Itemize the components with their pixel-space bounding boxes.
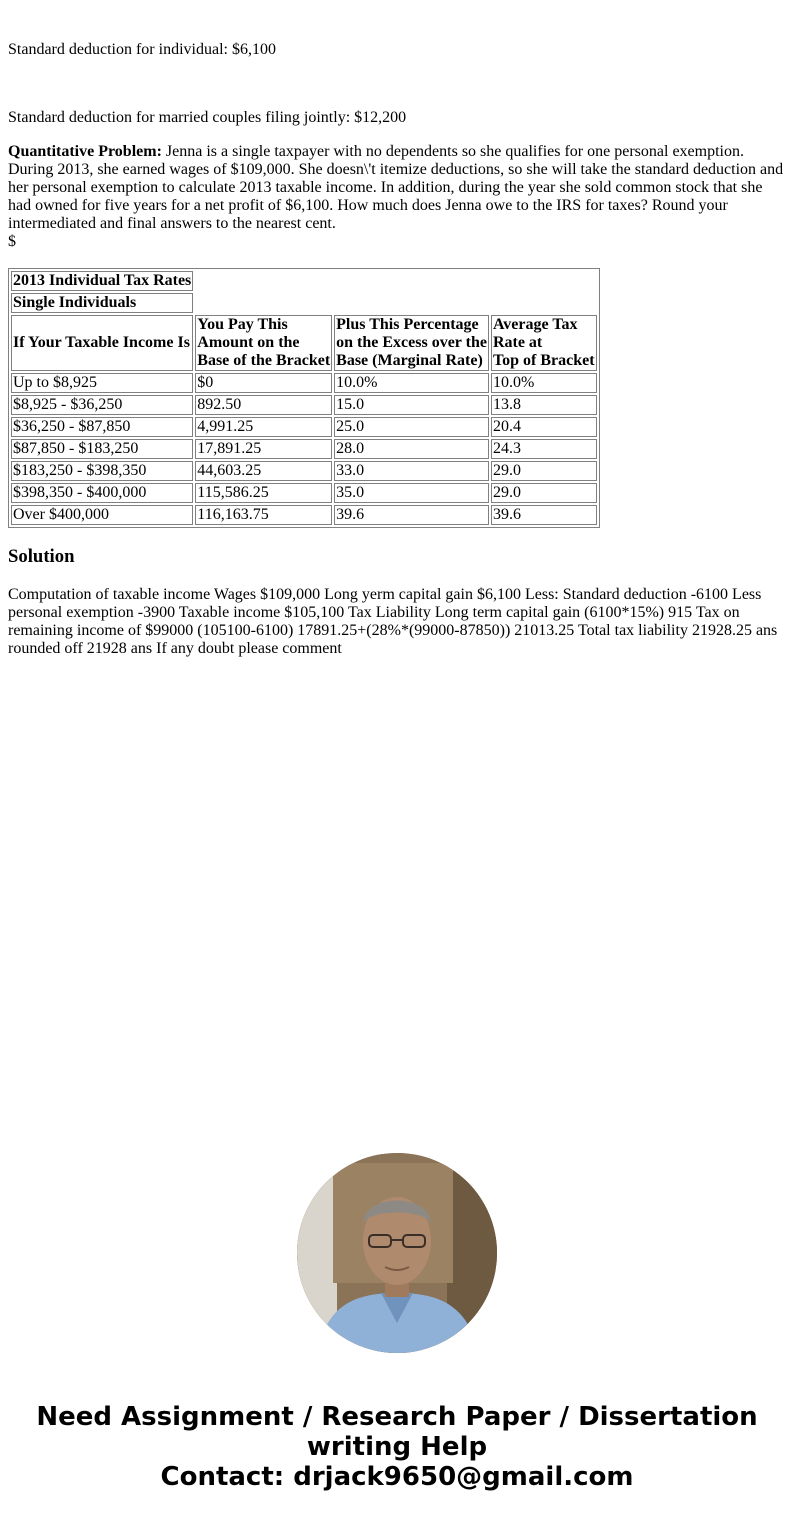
table-row [11,505,597,525]
cell-average: 24.3 [491,439,597,459]
cell-average: 29.0 [491,483,597,503]
cell-income: $87,850 - $183,250 [11,439,193,459]
cell-income: $398,350 - $400,000 [11,483,193,503]
header-average-line3: Top of Bracket [492,352,595,369]
cell-marginal: 28.0 [334,439,489,459]
header-marginal-line2: on the Excess over the [336,334,487,351]
cell-marginal: 10.0% [334,373,489,393]
cell-base: 17,891.25 [195,439,332,459]
header-average-line2: Rate at [492,334,543,351]
cell-base: 892.50 [195,395,332,415]
header-marginal-rate [334,315,489,371]
footer-contact-email: Contact: drjack9650@gmail.com [160,1462,634,1492]
header-taxable-income: If Your Taxable Income Is [11,315,193,371]
cell-base: 4,991.25 [195,417,332,437]
standard-deduction-individual: Standard deduction for individual: $6,100 [8,41,276,58]
solution-heading: Solution [8,546,75,567]
table-header-row [11,315,597,371]
cell-income: $183,250 - $398,350 [11,461,193,481]
problem-label: Quantitative Problem: [8,143,162,160]
cell-average: 29.0 [491,461,597,481]
author-avatar [297,1153,497,1353]
header-base-line3: Base of the Bracket [197,352,331,369]
answer-prefix: $ [8,233,16,250]
solution-text: Computation of taxable income Wages $109,000 Long yerm capital gain $6,100 Less: Standard deduction -6100 Less personal exemption -3900 Taxable income $105,100 Tax Liability Long term capital gain (6100*15%) 915 Tax on remaining income of $99000 (105100-6100) 17891.25+(28%*(99000-87850)) 21013.25 Total tax liability 21928.25 ans rounded off 21928 ans If any doubt please comment [8,586,778,657]
cell-average: 39.6 [491,505,597,525]
cell-base: 116,163.75 [195,505,332,525]
table-title-row [11,271,597,291]
header-base-line1: You Pay This [197,316,288,333]
header-marginal-line1: Plus This Percentage [336,316,479,333]
cell-average: 20.4 [491,417,597,437]
header-base-line2: Amount on the [197,334,300,351]
author-portrait-image [297,1153,497,1353]
footer-line-1: Need Assignment / Research Paper / Dissertation [36,1402,758,1432]
cell-base: $0 [195,373,332,393]
cell-marginal: 33.0 [334,461,489,481]
problem-text: Jenna is a single taxpayer with no dependents so she qualifies for one personal exemption. During 2013, she earned wages of $109,000. She doesn\'t itemize deductions, so she will take the standard deduction and her personal exemption to calculate 2013 taxable income. In addition, during the year she sold common stock that she had owned for five years for a net profit of $6,100. How much does Jenna owe to the IRS for taxes? Round your intermediated and final answers to the nearest cent. [8,143,784,232]
cell-average: 13.8 [491,395,597,415]
cell-marginal: 25.0 [334,417,489,437]
table-subtitle-row [11,293,597,313]
header-marginal-line3: Base (Marginal Rate) [336,352,483,369]
cell-base: 44,603.25 [195,461,332,481]
table-row [11,461,597,481]
cell-marginal: 39.6 [334,505,489,525]
tax-rates-table [8,268,600,528]
cell-income: $8,925 - $36,250 [11,395,193,415]
cell-marginal: 35.0 [334,483,489,503]
table-row [11,439,597,459]
cell-income: $36,250 - $87,850 [11,417,193,437]
table-row [11,373,597,393]
cell-income: Over $400,000 [11,505,193,525]
table-row [11,417,597,437]
footer-line-2: writing Help [306,1432,488,1462]
header-average-rate [491,315,597,371]
contact-footer [0,1402,794,1492]
cell-marginal: 15.0 [334,395,489,415]
table-subtitle: Single Individuals [11,293,193,313]
header-average-line1: Average Tax [492,316,578,333]
standard-deduction-married: Standard deduction for married couples filing jointly: $12,200 [8,109,407,126]
cell-income: Up to $8,925 [11,373,193,393]
table-row [11,483,597,503]
header-base-amount [195,315,332,371]
quantitative-problem [8,143,786,251]
cell-average: 10.0% [491,373,597,393]
cell-base: 115,586.25 [195,483,332,503]
table-title: 2013 Individual Tax Rates [13,272,192,289]
table-row [11,395,597,415]
